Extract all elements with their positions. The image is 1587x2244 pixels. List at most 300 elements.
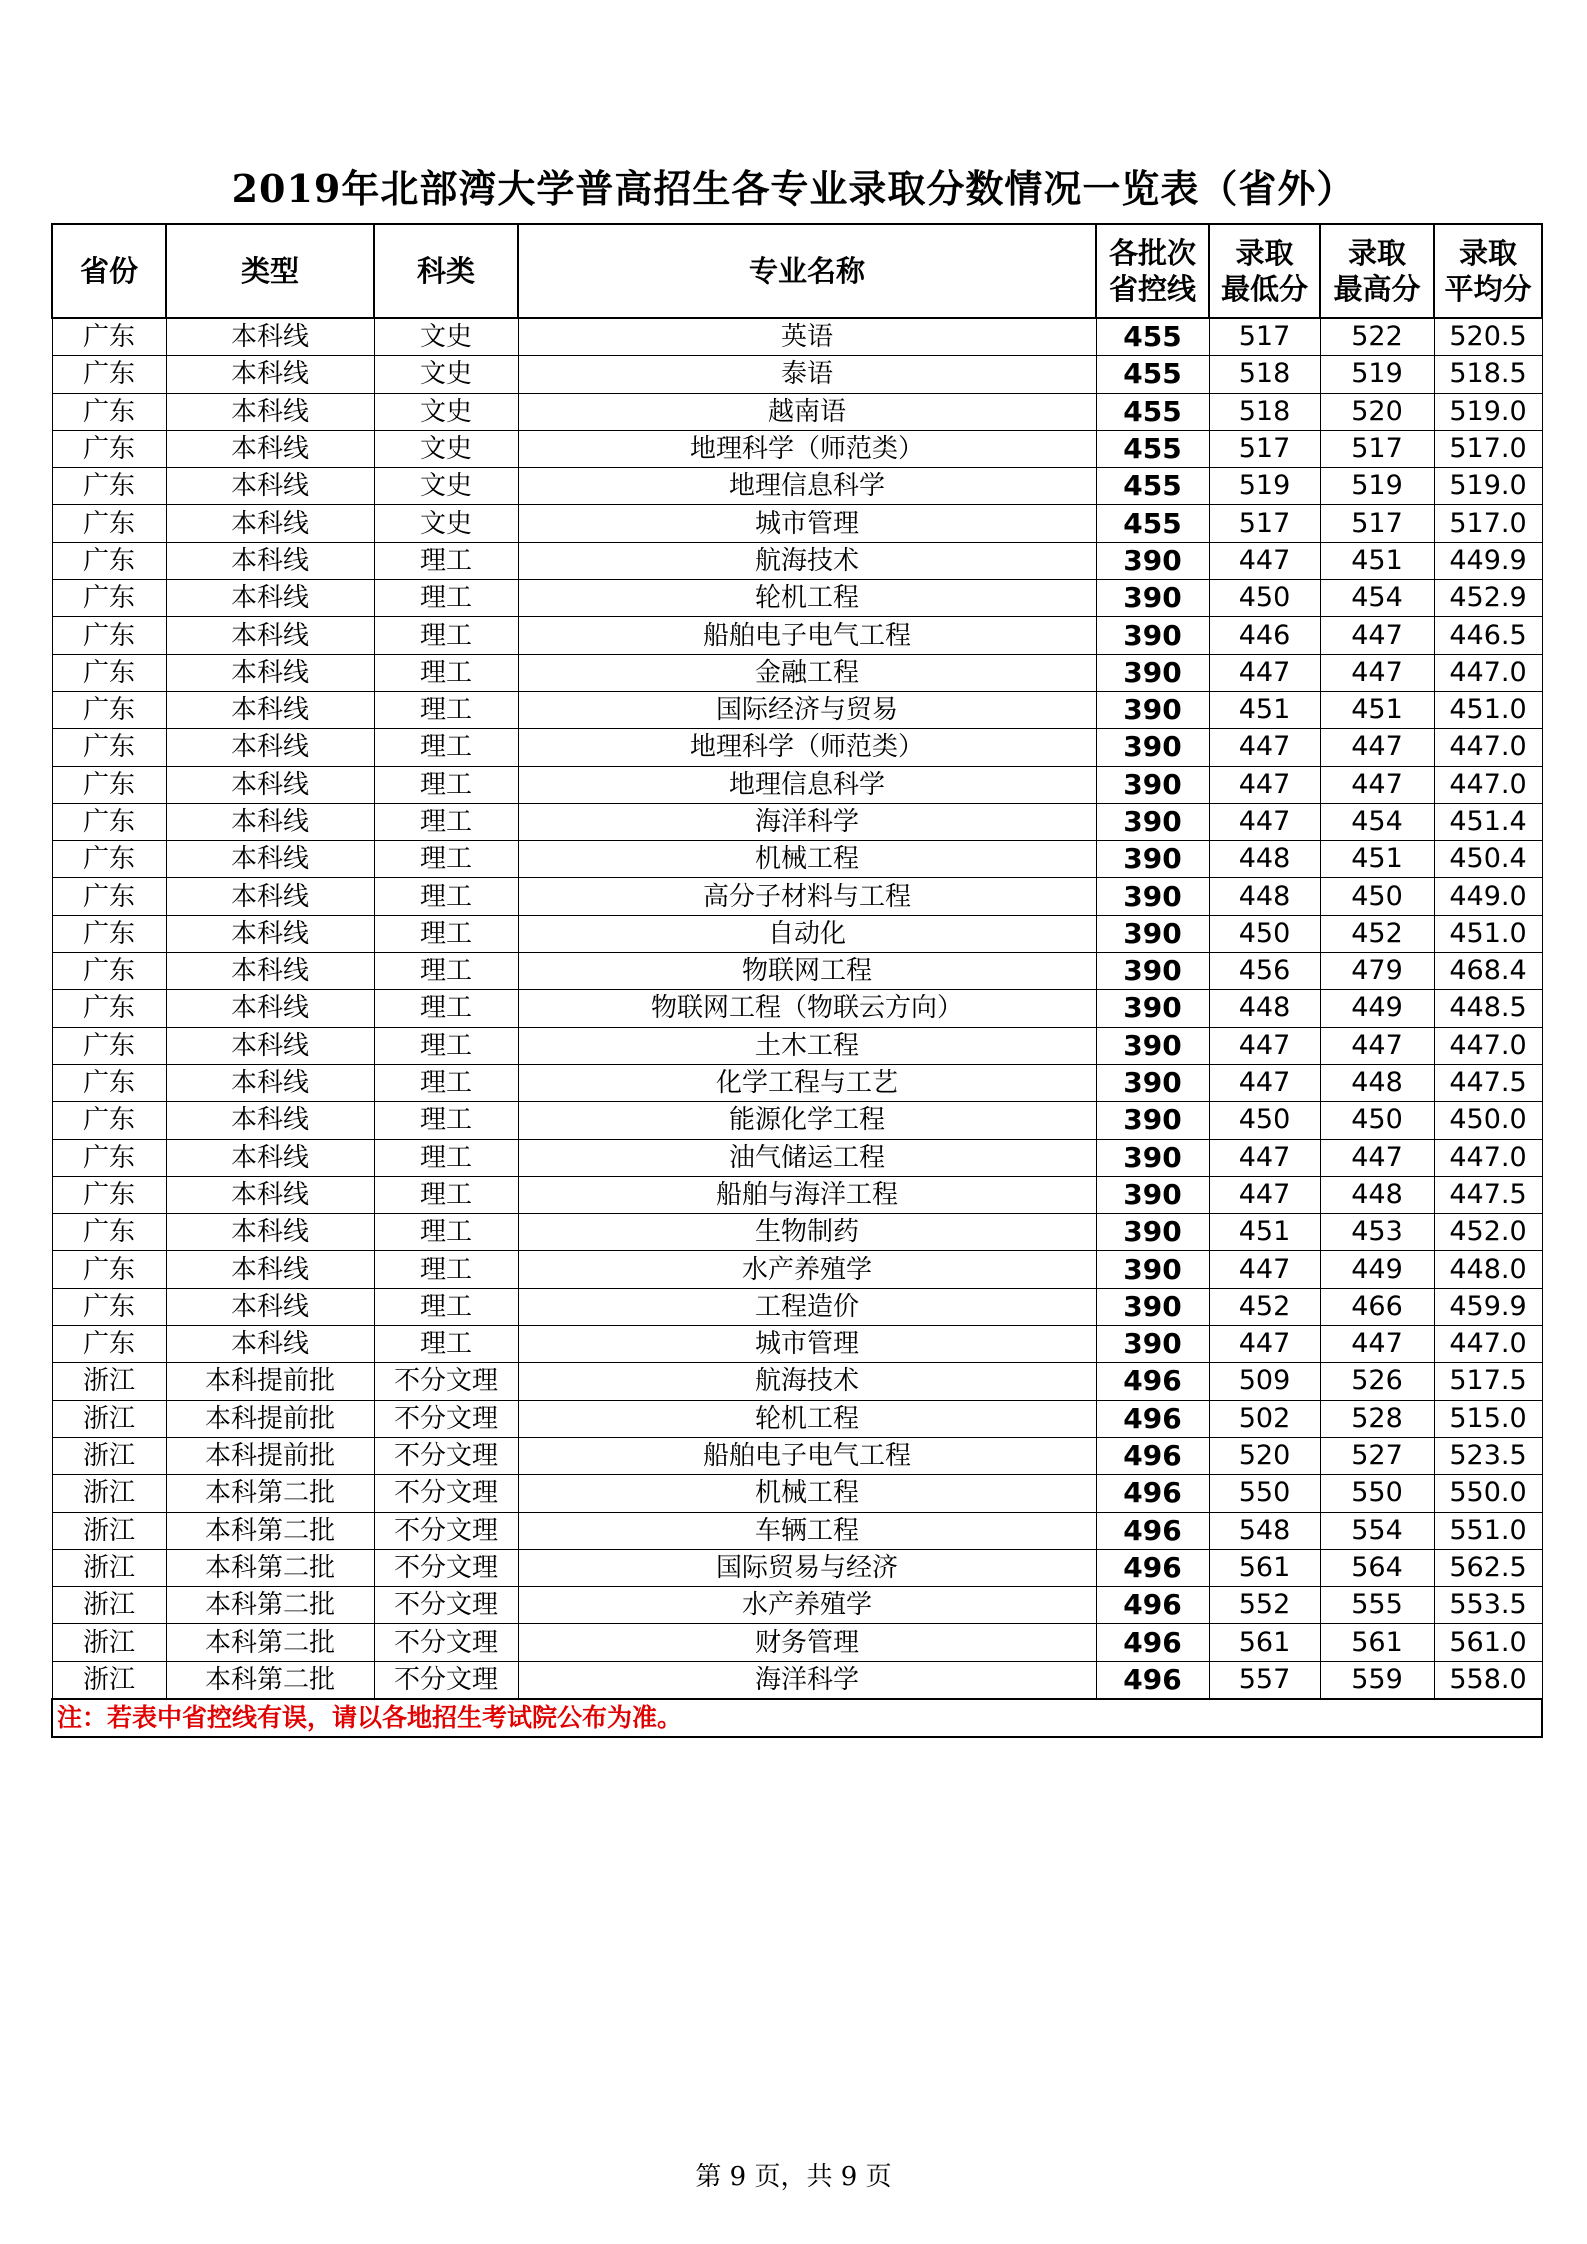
type-cell: 本科线 xyxy=(166,430,374,467)
control-line-cell: 390 xyxy=(1096,1251,1209,1288)
max-score-cell: 479 xyxy=(1320,953,1434,990)
avg-score-cell: 553.5 xyxy=(1434,1587,1542,1624)
type-cell: 本科线 xyxy=(166,617,374,654)
score-table xyxy=(51,223,1543,1738)
min-score-cell: 447 xyxy=(1209,542,1320,579)
province-cell: 广东 xyxy=(52,356,166,393)
min-score-cell: 447 xyxy=(1209,1176,1320,1213)
category-cell: 理工 xyxy=(374,1326,518,1363)
major-cell: 泰语 xyxy=(518,356,1096,393)
control-line-cell: 455 xyxy=(1096,393,1209,430)
max-score-cell: 447 xyxy=(1320,766,1434,803)
control-line-cell: 390 xyxy=(1096,841,1209,878)
category-cell: 理工 xyxy=(374,766,518,803)
category-cell: 理工 xyxy=(374,990,518,1027)
control-line-cell: 455 xyxy=(1096,505,1209,542)
major-cell: 油气储运工程 xyxy=(518,1139,1096,1176)
type-cell: 本科线 xyxy=(166,654,374,691)
control-line-cell: 390 xyxy=(1096,617,1209,654)
major-cell: 地理科学（师范类） xyxy=(518,729,1096,766)
control-line-cell: 390 xyxy=(1096,878,1209,915)
category-cell: 理工 xyxy=(374,542,518,579)
header-line: 科类 xyxy=(416,254,475,288)
max-score-cell: 559 xyxy=(1320,1661,1434,1699)
min-score-cell: 448 xyxy=(1209,841,1320,878)
avg-score-cell: 558.0 xyxy=(1434,1661,1542,1699)
province-cell: 浙江 xyxy=(52,1512,166,1549)
table-row xyxy=(52,1027,1542,1064)
header-line: 录取 xyxy=(1347,236,1406,270)
page-footer: 第 9 页，共 9 页 xyxy=(695,2162,892,2192)
control-line-cell: 390 xyxy=(1096,953,1209,990)
major-cell: 英语 xyxy=(518,318,1096,356)
max-score-cell: 522 xyxy=(1320,318,1434,356)
avg-score-cell: 451.0 xyxy=(1434,691,1542,728)
min-score-cell: 520 xyxy=(1209,1437,1320,1474)
major-cell: 轮机工程 xyxy=(518,1400,1096,1437)
table-row xyxy=(52,542,1542,579)
province-cell: 浙江 xyxy=(52,1363,166,1400)
province-cell: 浙江 xyxy=(52,1400,166,1437)
control-line-cell: 390 xyxy=(1096,915,1209,952)
control-line-cell: 390 xyxy=(1096,580,1209,617)
min-score-cell: 447 xyxy=(1209,1027,1320,1064)
table-row xyxy=(52,356,1542,393)
table-row xyxy=(52,1176,1542,1213)
category-cell: 理工 xyxy=(374,1102,518,1139)
control-line-cell: 496 xyxy=(1096,1587,1209,1624)
table-row xyxy=(52,1475,1542,1512)
table-row xyxy=(52,1512,1542,1549)
min-score-cell: 448 xyxy=(1209,990,1320,1027)
avg-score-cell: 550.0 xyxy=(1434,1475,1542,1512)
max-score-cell: 447 xyxy=(1320,1326,1434,1363)
control-line-cell: 496 xyxy=(1096,1624,1209,1661)
header-max-score xyxy=(1320,224,1434,318)
min-score-cell: 447 xyxy=(1209,654,1320,691)
province-cell: 浙江 xyxy=(52,1661,166,1699)
category-cell: 理工 xyxy=(374,654,518,691)
max-score-cell: 555 xyxy=(1320,1587,1434,1624)
avg-score-cell: 517.0 xyxy=(1434,430,1542,467)
major-cell: 水产养殖学 xyxy=(518,1251,1096,1288)
province-cell: 浙江 xyxy=(52,1549,166,1586)
major-cell: 海洋科学 xyxy=(518,1661,1096,1699)
major-cell: 自动化 xyxy=(518,915,1096,952)
control-line-cell: 390 xyxy=(1096,729,1209,766)
max-score-cell: 447 xyxy=(1320,1027,1434,1064)
type-cell: 本科线 xyxy=(166,915,374,952)
control-line-cell: 390 xyxy=(1096,1139,1209,1176)
type-cell: 本科线 xyxy=(166,356,374,393)
category-cell: 理工 xyxy=(374,580,518,617)
max-score-cell: 466 xyxy=(1320,1288,1434,1325)
major-cell: 船舶电子电气工程 xyxy=(518,617,1096,654)
min-score-cell: 452 xyxy=(1209,1288,1320,1325)
table-row xyxy=(52,1363,1542,1400)
category-cell: 理工 xyxy=(374,803,518,840)
province-cell: 广东 xyxy=(52,430,166,467)
category-cell: 理工 xyxy=(374,729,518,766)
major-cell: 越南语 xyxy=(518,393,1096,430)
header-line: 最高分 xyxy=(1333,272,1421,306)
category-cell: 理工 xyxy=(374,915,518,952)
province-cell: 广东 xyxy=(52,1027,166,1064)
category-cell: 不分文理 xyxy=(374,1512,518,1549)
table-row xyxy=(52,729,1542,766)
type-cell: 本科线 xyxy=(166,729,374,766)
max-score-cell: 448 xyxy=(1320,1176,1434,1213)
header-line: 平均分 xyxy=(1444,272,1532,306)
control-line-cell: 496 xyxy=(1096,1549,1209,1586)
table-row xyxy=(52,803,1542,840)
max-score-cell: 448 xyxy=(1320,1064,1434,1101)
avg-score-cell: 448.5 xyxy=(1434,990,1542,1027)
type-cell: 本科线 xyxy=(166,393,374,430)
table-row xyxy=(52,1214,1542,1251)
category-cell: 文史 xyxy=(374,430,518,467)
min-score-cell: 447 xyxy=(1209,1326,1320,1363)
avg-score-cell: 447.0 xyxy=(1434,1326,1542,1363)
min-score-cell: 517 xyxy=(1209,505,1320,542)
category-cell: 理工 xyxy=(374,1139,518,1176)
major-cell: 机械工程 xyxy=(518,841,1096,878)
province-cell: 广东 xyxy=(52,468,166,505)
header-subject-category xyxy=(374,224,518,318)
max-score-cell: 449 xyxy=(1320,1251,1434,1288)
min-score-cell: 518 xyxy=(1209,393,1320,430)
category-cell: 理工 xyxy=(374,841,518,878)
category-cell: 不分文理 xyxy=(374,1475,518,1512)
max-score-cell: 447 xyxy=(1320,617,1434,654)
control-line-cell: 455 xyxy=(1096,430,1209,467)
min-score-cell: 448 xyxy=(1209,878,1320,915)
max-score-cell: 452 xyxy=(1320,915,1434,952)
type-cell: 本科提前批 xyxy=(166,1400,374,1437)
category-cell: 不分文理 xyxy=(374,1661,518,1699)
major-cell: 城市管理 xyxy=(518,505,1096,542)
table-row xyxy=(52,990,1542,1027)
avg-score-cell: 452.9 xyxy=(1434,580,1542,617)
control-line-cell: 455 xyxy=(1096,318,1209,356)
major-cell: 国际经济与贸易 xyxy=(518,691,1096,728)
avg-score-cell: 459.9 xyxy=(1434,1288,1542,1325)
category-cell: 理工 xyxy=(374,878,518,915)
province-cell: 广东 xyxy=(52,990,166,1027)
min-score-cell: 509 xyxy=(1209,1363,1320,1400)
min-score-cell: 447 xyxy=(1209,1251,1320,1288)
type-cell: 本科线 xyxy=(166,1027,374,1064)
min-score-cell: 517 xyxy=(1209,318,1320,356)
max-score-cell: 447 xyxy=(1320,654,1434,691)
major-cell: 城市管理 xyxy=(518,1326,1096,1363)
province-cell: 广东 xyxy=(52,654,166,691)
min-score-cell: 557 xyxy=(1209,1661,1320,1699)
avg-score-cell: 448.0 xyxy=(1434,1251,1542,1288)
table-row xyxy=(52,766,1542,803)
province-cell: 广东 xyxy=(52,915,166,952)
avg-score-cell: 449.9 xyxy=(1434,542,1542,579)
min-score-cell: 519 xyxy=(1209,468,1320,505)
min-score-cell: 456 xyxy=(1209,953,1320,990)
max-score-cell: 561 xyxy=(1320,1624,1434,1661)
major-cell: 车辆工程 xyxy=(518,1512,1096,1549)
avg-score-cell: 517.5 xyxy=(1434,1363,1542,1400)
table-row xyxy=(52,1624,1542,1661)
control-line-cell: 390 xyxy=(1096,1288,1209,1325)
min-score-cell: 446 xyxy=(1209,617,1320,654)
max-score-cell: 527 xyxy=(1320,1437,1434,1474)
control-line-cell: 390 xyxy=(1096,1102,1209,1139)
control-line-cell: 390 xyxy=(1096,1214,1209,1251)
control-line-cell: 496 xyxy=(1096,1475,1209,1512)
category-cell: 理工 xyxy=(374,1064,518,1101)
type-cell: 本科第二批 xyxy=(166,1549,374,1586)
max-score-cell: 451 xyxy=(1320,841,1434,878)
control-line-cell: 390 xyxy=(1096,1027,1209,1064)
category-cell: 理工 xyxy=(374,1288,518,1325)
min-score-cell: 548 xyxy=(1209,1512,1320,1549)
province-cell: 广东 xyxy=(52,318,166,356)
province-cell: 广东 xyxy=(52,841,166,878)
category-cell: 文史 xyxy=(374,468,518,505)
province-cell: 广东 xyxy=(52,393,166,430)
major-cell: 工程造价 xyxy=(518,1288,1096,1325)
province-cell: 广东 xyxy=(52,505,166,542)
table-header-row xyxy=(52,224,1542,318)
max-score-cell: 519 xyxy=(1320,468,1434,505)
avg-score-cell: 519.0 xyxy=(1434,393,1542,430)
category-cell: 文史 xyxy=(374,318,518,356)
province-cell: 广东 xyxy=(52,1214,166,1251)
header-line: 省控线 xyxy=(1108,272,1196,306)
table-row xyxy=(52,393,1542,430)
table-row xyxy=(52,691,1542,728)
type-cell: 本科提前批 xyxy=(166,1437,374,1474)
category-cell: 理工 xyxy=(374,617,518,654)
header-min-score xyxy=(1209,224,1320,318)
table-row xyxy=(52,654,1542,691)
province-cell: 广东 xyxy=(52,766,166,803)
type-cell: 本科线 xyxy=(166,1251,374,1288)
control-line-cell: 390 xyxy=(1096,803,1209,840)
major-cell: 物联网工程 xyxy=(518,953,1096,990)
min-score-cell: 450 xyxy=(1209,915,1320,952)
category-cell: 不分文理 xyxy=(374,1587,518,1624)
type-cell: 本科线 xyxy=(166,1288,374,1325)
min-score-cell: 447 xyxy=(1209,803,1320,840)
province-cell: 广东 xyxy=(52,953,166,990)
table-row xyxy=(52,1288,1542,1325)
type-cell: 本科线 xyxy=(166,953,374,990)
min-score-cell: 447 xyxy=(1209,1064,1320,1101)
province-cell: 广东 xyxy=(52,729,166,766)
table-row xyxy=(52,1102,1542,1139)
province-cell: 浙江 xyxy=(52,1587,166,1624)
control-line-cell: 390 xyxy=(1096,691,1209,728)
min-score-cell: 450 xyxy=(1209,580,1320,617)
table-row xyxy=(52,1587,1542,1624)
header-line: 录取 xyxy=(1458,236,1517,270)
province-cell: 广东 xyxy=(52,1326,166,1363)
avg-score-cell: 515.0 xyxy=(1434,1400,1542,1437)
major-cell: 化学工程与工艺 xyxy=(518,1064,1096,1101)
province-cell: 广东 xyxy=(52,542,166,579)
table-row xyxy=(52,430,1542,467)
province-cell: 广东 xyxy=(52,1102,166,1139)
avg-score-cell: 450.4 xyxy=(1434,841,1542,878)
category-cell: 不分文理 xyxy=(374,1624,518,1661)
major-cell: 轮机工程 xyxy=(518,580,1096,617)
control-line-cell: 455 xyxy=(1096,468,1209,505)
max-score-cell: 526 xyxy=(1320,1363,1434,1400)
max-score-cell: 517 xyxy=(1320,430,1434,467)
major-cell: 水产养殖学 xyxy=(518,1587,1096,1624)
max-score-cell: 550 xyxy=(1320,1475,1434,1512)
province-cell: 广东 xyxy=(52,1251,166,1288)
max-score-cell: 447 xyxy=(1320,1139,1434,1176)
table-row xyxy=(52,1251,1542,1288)
min-score-cell: 552 xyxy=(1209,1587,1320,1624)
header-control-line xyxy=(1096,224,1209,318)
max-score-cell: 528 xyxy=(1320,1400,1434,1437)
type-cell: 本科线 xyxy=(166,766,374,803)
table-row xyxy=(52,1326,1542,1363)
avg-score-cell: 562.5 xyxy=(1434,1549,1542,1586)
avg-score-cell: 447.5 xyxy=(1434,1064,1542,1101)
avg-score-cell: 447.5 xyxy=(1434,1176,1542,1213)
min-score-cell: 447 xyxy=(1209,766,1320,803)
category-cell: 不分文理 xyxy=(374,1437,518,1474)
category-cell: 理工 xyxy=(374,691,518,728)
category-cell: 理工 xyxy=(374,1251,518,1288)
category-cell: 理工 xyxy=(374,1214,518,1251)
control-line-cell: 496 xyxy=(1096,1400,1209,1437)
major-cell: 物联网工程（物联云方向） xyxy=(518,990,1096,1027)
header-line: 类型 xyxy=(240,254,299,288)
type-cell: 本科提前批 xyxy=(166,1363,374,1400)
table-note: 注：若表中省控线有误，请以各地招生考试院公布为准。 xyxy=(52,1699,1542,1737)
avg-score-cell: 450.0 xyxy=(1434,1102,1542,1139)
category-cell: 理工 xyxy=(374,1176,518,1213)
min-score-cell: 561 xyxy=(1209,1549,1320,1586)
type-cell: 本科第二批 xyxy=(166,1512,374,1549)
max-score-cell: 450 xyxy=(1320,1102,1434,1139)
avg-score-cell: 451.4 xyxy=(1434,803,1542,840)
avg-score-cell: 517.0 xyxy=(1434,505,1542,542)
max-score-cell: 449 xyxy=(1320,990,1434,1027)
province-cell: 广东 xyxy=(52,1288,166,1325)
max-score-cell: 453 xyxy=(1320,1214,1434,1251)
major-cell: 船舶与海洋工程 xyxy=(518,1176,1096,1213)
max-score-cell: 520 xyxy=(1320,393,1434,430)
min-score-cell: 451 xyxy=(1209,1214,1320,1251)
avg-score-cell: 561.0 xyxy=(1434,1624,1542,1661)
max-score-cell: 554 xyxy=(1320,1512,1434,1549)
max-score-cell: 564 xyxy=(1320,1549,1434,1586)
control-line-cell: 496 xyxy=(1096,1512,1209,1549)
province-cell: 广东 xyxy=(52,617,166,654)
avg-score-cell: 451.0 xyxy=(1434,915,1542,952)
header-line: 各批次 xyxy=(1108,236,1196,270)
table-row xyxy=(52,1139,1542,1176)
control-line-cell: 390 xyxy=(1096,1064,1209,1101)
control-line-cell: 390 xyxy=(1096,542,1209,579)
header-line: 录取 xyxy=(1235,236,1294,270)
major-cell: 财务管理 xyxy=(518,1624,1096,1661)
avg-score-cell: 468.4 xyxy=(1434,953,1542,990)
header-avg-score xyxy=(1434,224,1542,318)
type-cell: 本科线 xyxy=(166,803,374,840)
type-cell: 本科线 xyxy=(166,318,374,356)
min-score-cell: 447 xyxy=(1209,729,1320,766)
type-cell: 本科第二批 xyxy=(166,1587,374,1624)
type-cell: 本科线 xyxy=(166,1064,374,1101)
major-cell: 船舶电子电气工程 xyxy=(518,1437,1096,1474)
avg-score-cell: 520.5 xyxy=(1434,318,1542,356)
page-title: 2019年北部湾大学普高招生各专业录取分数情况一览表（省外） xyxy=(231,166,1356,211)
type-cell: 本科线 xyxy=(166,841,374,878)
type-cell: 本科线 xyxy=(166,468,374,505)
control-line-cell: 390 xyxy=(1096,1176,1209,1213)
avg-score-cell: 447.0 xyxy=(1434,654,1542,691)
header-line: 专业名称 xyxy=(748,254,865,288)
min-score-cell: 518 xyxy=(1209,356,1320,393)
type-cell: 本科第二批 xyxy=(166,1661,374,1699)
min-score-cell: 447 xyxy=(1209,1139,1320,1176)
type-cell: 本科线 xyxy=(166,878,374,915)
table-row xyxy=(52,1064,1542,1101)
header-major-name xyxy=(518,224,1096,318)
header-line: 省份 xyxy=(79,254,138,288)
max-score-cell: 451 xyxy=(1320,542,1434,579)
max-score-cell: 450 xyxy=(1320,878,1434,915)
category-cell: 理工 xyxy=(374,1027,518,1064)
major-cell: 土木工程 xyxy=(518,1027,1096,1064)
category-cell: 理工 xyxy=(374,953,518,990)
province-cell: 广东 xyxy=(52,691,166,728)
major-cell: 生物制药 xyxy=(518,1214,1096,1251)
type-cell: 本科线 xyxy=(166,505,374,542)
type-cell: 本科线 xyxy=(166,1214,374,1251)
min-score-cell: 451 xyxy=(1209,691,1320,728)
type-cell: 本科线 xyxy=(166,580,374,617)
major-cell: 地理信息科学 xyxy=(518,766,1096,803)
table-row xyxy=(52,617,1542,654)
major-cell: 地理科学（师范类） xyxy=(518,430,1096,467)
max-score-cell: 447 xyxy=(1320,729,1434,766)
major-cell: 能源化学工程 xyxy=(518,1102,1096,1139)
min-score-cell: 550 xyxy=(1209,1475,1320,1512)
province-cell: 广东 xyxy=(52,580,166,617)
control-line-cell: 455 xyxy=(1096,356,1209,393)
table-body xyxy=(52,318,1542,1699)
min-score-cell: 517 xyxy=(1209,430,1320,467)
category-cell: 文史 xyxy=(374,505,518,542)
min-score-cell: 561 xyxy=(1209,1624,1320,1661)
avg-score-cell: 449.0 xyxy=(1434,878,1542,915)
avg-score-cell: 519.0 xyxy=(1434,468,1542,505)
table-row xyxy=(52,1549,1542,1586)
province-cell: 广东 xyxy=(52,1176,166,1213)
type-cell: 本科线 xyxy=(166,1176,374,1213)
min-score-cell: 450 xyxy=(1209,1102,1320,1139)
type-cell: 本科第二批 xyxy=(166,1624,374,1661)
min-score-cell: 502 xyxy=(1209,1400,1320,1437)
table-row xyxy=(52,953,1542,990)
type-cell: 本科第二批 xyxy=(166,1475,374,1512)
max-score-cell: 454 xyxy=(1320,803,1434,840)
